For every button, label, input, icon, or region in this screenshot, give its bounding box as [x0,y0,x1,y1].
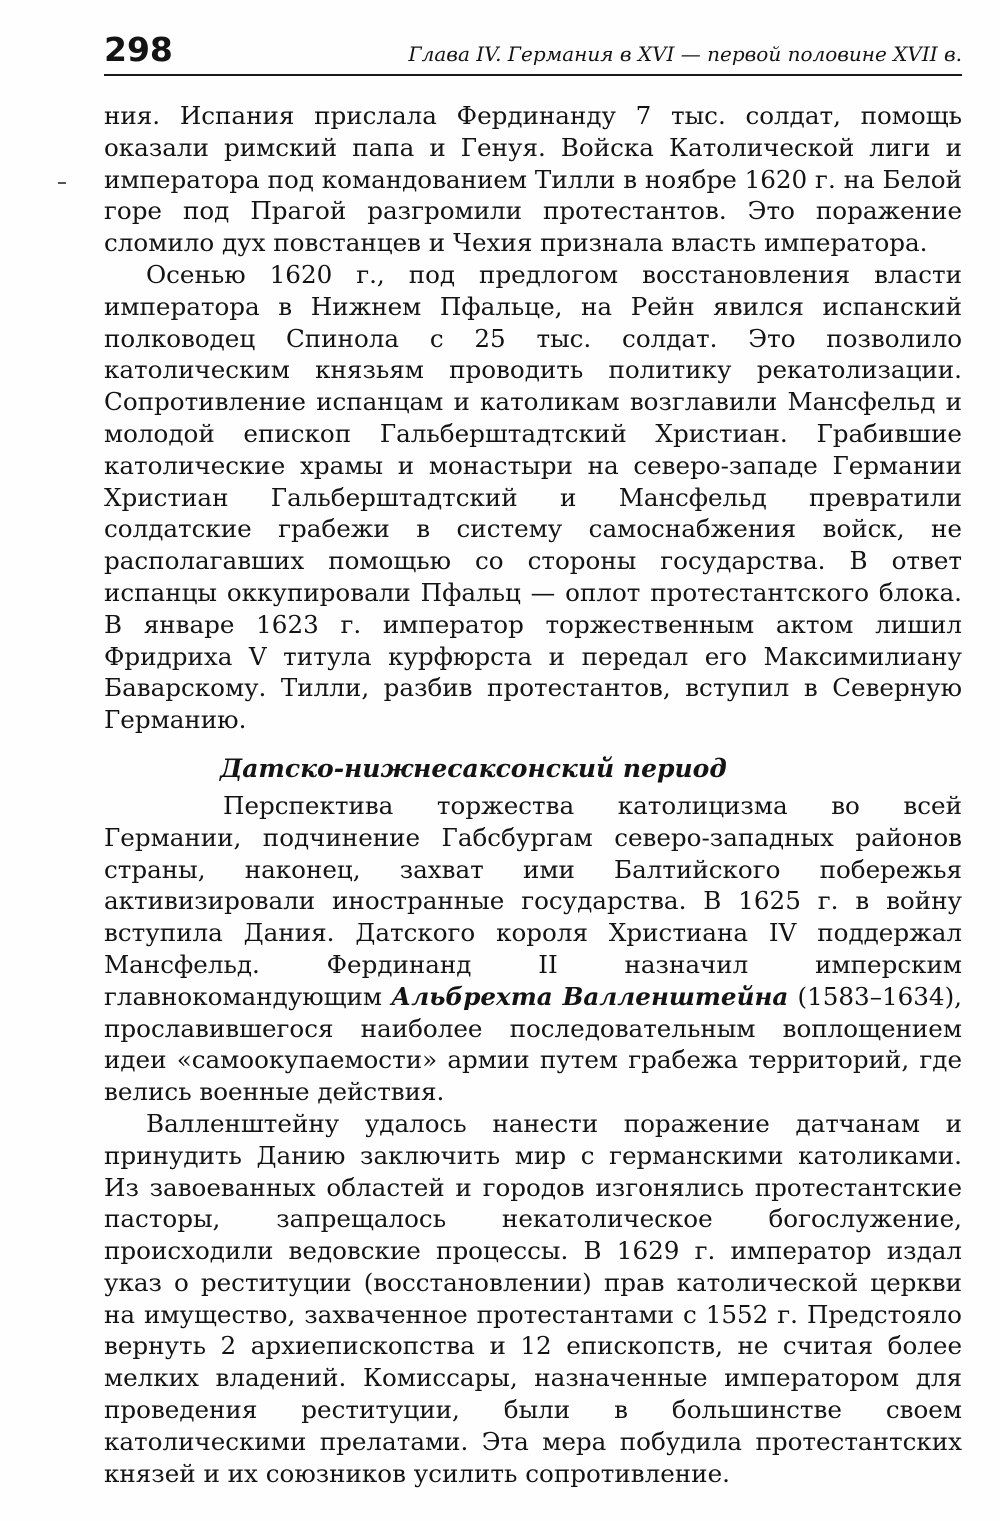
running-head [104,28,962,76]
paragraph-text-end: (1583–1634), прославившегося наиболее последовательным воплощением идеи «самоокупаемости» армии путем грабежа территорий, где велись военные действия. [104,981,962,1107]
emphasized-name: Альбрехта Валленштейна [391,981,789,1011]
paragraph-continuation: ния. Испания прислала Фердинанду 7 тыс. солдат, помощь оказали римский папа и Генуя. Войска Католической лиги и императора под командованием Тилли в ноябре 1620 г. на Белой горе под Прагой разгромили протестантов. Это поражение сломило дух повстанцев и Чехия признала власть императора. [104,101,962,258]
paragraph-restitution: Валленштейну удалось нанести поражение датчанам и принудить Данию заключить мир с германскими католиками. Из завоеванных областей и городов изгонялись протестантские пасторы, запрещалось некатолическое богослужение, происходили ведовские процессы. В 1629 г. император издал указ о реституции (восстановлении) прав католической церкви на имущество, захваченное протестантами с 1552 г. Предстояло вернуть 2 архиепископства и 12 епископств, не считая более мелких владений. Комиссары, назначенные императором для проведения реституции, были в большинстве своем католическими прелатами. Эта мера побудила протестантских князей и их союзников усилить сопротивление. [104,1108,962,1488]
paragraph-spinola: Осенью 1620 г., под предлогом восстановления власти императора в Нижнем Пфальце, на Рейн явился испанский полководец Спинола с 25 тыс. солдат. Это позволило католическим князьям проводить политику рекатолизации. Сопротивление испанцам и католикам возглавили Мансфельд и молодой епископ Гальберштадтский Христиан. Грабившие католические храмы и монастыри на северо-западе Германии Христиан Гальберштадтский и Мансфельд превратили солдатские грабежи в систему самоснабжения войск, не располагавших помощью со стороны государства. В ответ испанцы оккупировали Пфальц — оплот протестантского блока. В январе 1623 г. император торжественным актом лишил Фридриха V титула курфюрста и передал его Максимилиану Баварскому. Тилли, разбив протестантов, вступил в Северную Германию. [104,259,962,735]
paragraph-text-start: Перспектива торжества католицизма во всей Германии, подчинение Габсбургам северо-западных районов страны, наконец, захват ими Балтийского побережья активизировали иностранные государства. В 1625 г. в войну вступила Дания. Датского короля Христиана IV поддержал Мансфельд. Фердинанд II назначил имперским главнокомандующим [104,790,962,1011]
body-text [104,100,962,1489]
running-title: Глава IV. Германия в XVI — первой половине XVII в. [408,42,962,66]
page-number: 298 [104,30,173,69]
margin-mark [58,182,66,184]
section-heading: Датско-нижнесаксонский период [220,753,727,783]
paragraph-danish-period [104,790,962,1108]
